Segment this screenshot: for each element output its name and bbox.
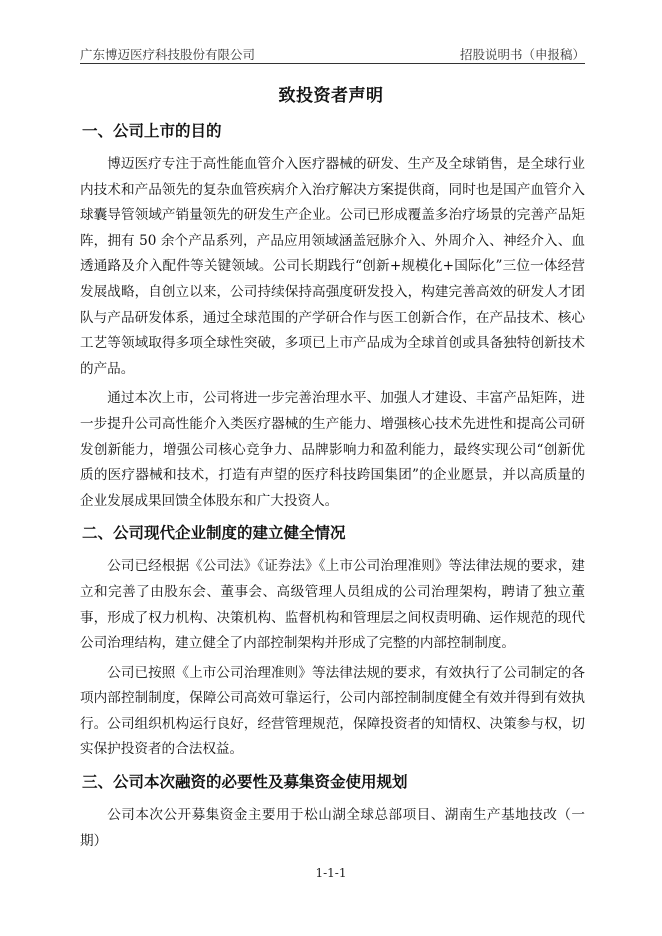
page-number: 1-1-1 [315,866,347,880]
header-company-name: 广东博迈医疗科技股份有限公司 [80,47,256,62]
section-heading: 二、公司现代企业制度的建立健全情况 [82,524,346,543]
body-paragraph: 公司已按照《上市公司治理准则》等法律法规的要求，有效执行了公司制定的各项内部控制制度，保障公司高效可靠运行，公司内部控制制度健全有效并得到有效执行。公司组织机构运行良好，经营管理规范，保障投资者的知情权、决策参与权，切实保护投资者的合法权益。 [80,664,585,758]
page-header [80,41,585,64]
section-corporate-governance [80,518,585,763]
section-listing-purpose [80,116,585,514]
page-title: 致投资者声明 [278,86,384,106]
body-paragraph: 公司已经根据《公司法》《证券法》《上市公司治理准则》等法律法规的要求，建立和完善了由股东会、董事会、高级管理人员组成的公司治理架构，聘请了独立董事，形成了权力机构、决策机构、监督机构和管理层之间权责明确、运作规范的现代公司治理结构，建立健全了内部控制架构并形成了完整的内部控制制度。 [80,558,585,652]
section-heading: 三、公司本次融资的必要性及募集资金使用规划 [82,773,408,792]
body-paragraph: 通过本次上市，公司将进一步完善治理水平、加强人才建设、丰富产品矩阵，进一步提升公司高性能介入类医疗器械的生产能力、增强核心技术先进性和提高公司研发创新能力，增强公司核心竞争力、品牌影响力和盈利能力，最终实现公司“创新优质的医疗器械和技术，打造有声望的医疗科技跨国集团”的企业愿景，并以高质量的企业发展成果回馈全体股东和广大投资人。 [80,390,585,509]
document-body [80,116,585,856]
body-paragraph: 公司本次公开募集资金主要用于松山湖全球总部项目、湖南生产基地技改（一期） [80,807,585,849]
section-heading: 一、公司上市的目的 [82,122,222,140]
header-document-type: 招股说明书（申报稿） [459,47,585,62]
body-paragraph: 博迈医疗专注于高性能血管介入医疗器械的研发、生产及全球销售，是全球行业内技术和产品领先的复杂血管疾病介入治疗解决方案提供商，同时也是国产血管介入球囊导管领域产销量领先的研发生产企业。公司已形成覆盖多治疗场景的完善产品矩阵，拥有 50 余个产品系列，产品应用领域涵盖冠脉介入、外周介入、神经介入、血透通路及介入配件等关键领域。公司长期践行“创新+规模化+国际化”三位一体经营发展战略，自创立以来，公司持续保持高强度研发投入，构建完善高效的研发人才团队与产品研发体系，通过全球范围的产学研合作与医工创新合作，在产品技术、核心工艺等领域取得多项全球性突破，多项已上市产品成为全球首创或具备独特创新技术的产品。 [80,156,585,377]
section-financing-plan [80,767,585,854]
